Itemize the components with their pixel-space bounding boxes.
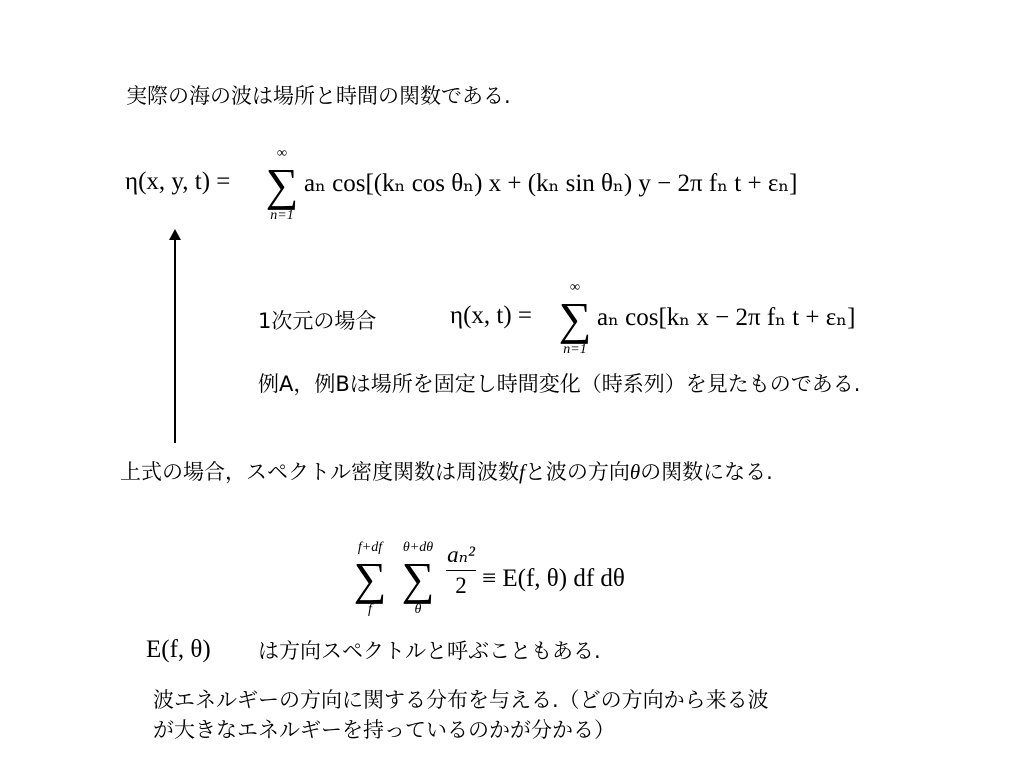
spectral-note-post: の関数になる. bbox=[640, 460, 773, 484]
energy-note-line2: が大きなエネルギーを持っているのかが分かる） bbox=[153, 718, 615, 742]
eq2-rhs: aₙ cos[kₙ x − 2π fₙ t + εₙ] bbox=[597, 304, 856, 331]
eq1-summation bbox=[262, 146, 302, 224]
eq4-container bbox=[146, 636, 211, 664]
example-note: 例A，例Bは場所を固定し時間変化（時系列）を見たものである. bbox=[258, 372, 861, 396]
sigma-icon: ∑ bbox=[558, 293, 592, 344]
eq1-lhs: η(x, y, t) = bbox=[125, 168, 231, 195]
arrow-shaft bbox=[174, 238, 176, 443]
one-dim-label: 1次元の場合 bbox=[258, 309, 377, 333]
spectral-note bbox=[120, 458, 773, 486]
eq3-sum1-upper: f+df bbox=[357, 540, 383, 555]
sigma-icon: ∑ bbox=[353, 553, 387, 604]
spectral-note-f: f bbox=[519, 460, 525, 484]
spectral-note-theta: θ bbox=[629, 460, 641, 484]
eq1-sum-upper: ∞ bbox=[277, 146, 287, 161]
eq3-sum2-lower: θ bbox=[414, 602, 422, 617]
eq2-sum-lower: n=1 bbox=[563, 342, 587, 357]
eq3-denominator: 2 bbox=[455, 573, 467, 598]
energy-note-line1: 波エネルギーの方向に関する分布を与える.（どの方向から来る波 bbox=[153, 688, 769, 712]
eq1-rhs-container bbox=[304, 168, 797, 198]
spectral-note-pre: 上式の場合，スペクトル密度関数は周波数 bbox=[120, 460, 519, 484]
eq3-sum2-upper: θ+dθ bbox=[402, 540, 434, 555]
intro-text: 実際の海の波は場所と時間の関数である. bbox=[126, 84, 511, 108]
eq3-summation-theta bbox=[394, 540, 442, 618]
eq2-rhs-container bbox=[597, 302, 855, 332]
eq4: E(f, θ) bbox=[146, 636, 211, 663]
fraction-bar bbox=[446, 570, 476, 571]
equation-1d-wave bbox=[450, 302, 532, 330]
eq2-sum-upper: ∞ bbox=[570, 280, 580, 295]
eq1-rhs: aₙ cos[(kₙ cos θₙ) x + (kₙ sin θₙ) y − 2π fₙ t + εₙ] bbox=[304, 170, 798, 197]
eq1-sum-lower: n=1 bbox=[270, 208, 294, 223]
eq3-rhs: ≡ E(f, θ) df dθ bbox=[482, 565, 625, 592]
eq2-lhs: η(x, t) = bbox=[450, 302, 533, 329]
sigma-icon: ∑ bbox=[265, 159, 299, 210]
eq3-rhs-container bbox=[482, 565, 625, 593]
eq3-sum1-lower: f bbox=[368, 602, 372, 617]
equation-3d-wave bbox=[125, 168, 230, 196]
sigma-icon: ∑ bbox=[401, 553, 435, 604]
directional-note: は方向スペクトルと呼ぶこともある. bbox=[258, 639, 601, 663]
eq2-summation bbox=[555, 280, 595, 358]
eq3-numerator: aₙ² bbox=[447, 542, 475, 567]
eq3-fraction bbox=[446, 542, 476, 599]
eq3-summation-f bbox=[348, 540, 392, 618]
spectral-note-mid: と波の方向 bbox=[524, 460, 630, 484]
